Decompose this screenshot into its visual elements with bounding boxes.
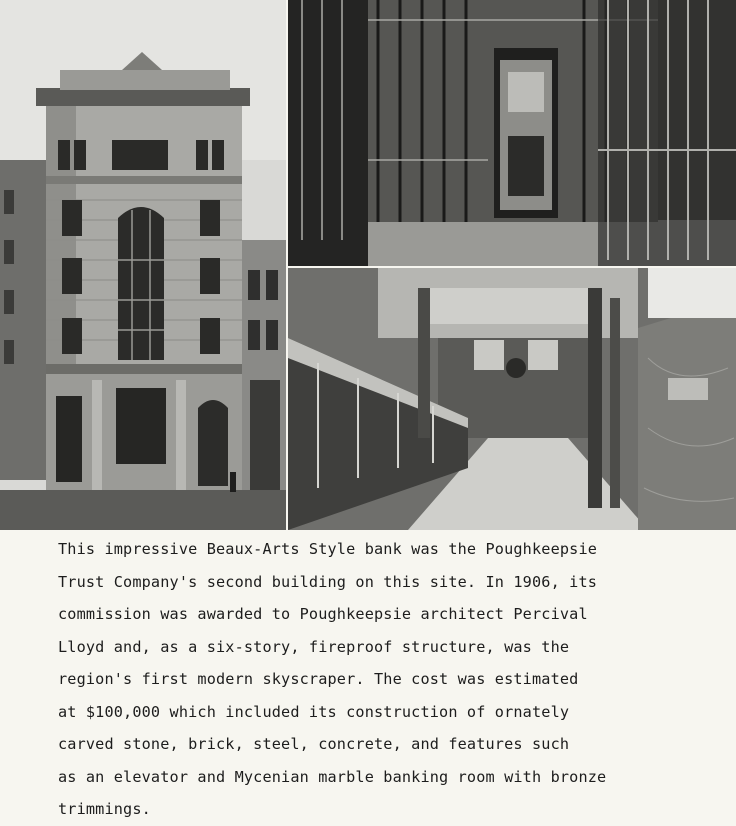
caption-line: trimmings. [58,800,151,818]
caption-line: Lloyd and, as a six-story, fireproof structure, was the [58,637,570,656]
banking-room-photo [288,268,736,530]
caption-text [58,533,726,826]
caption-line: commission was awarded to Poughkeepsie architect Percival [58,605,588,623]
caption-line: at $100,000 which included its construction of ornately [58,702,570,721]
caption-line: carved stone, brick, steel, concrete, and features such [58,735,570,753]
caption-line: as an elevator and Mycenian marble banking room with bronze [58,767,607,786]
caption-line: This impressive Beaux-Arts Style bank was the Poughkeepsie [58,540,598,558]
caption-line: region's first modern skyscraper. The cost was estimated [58,670,579,688]
caption-line: Trust Company's second building on this site. In 1906, its [58,572,598,591]
building-exterior-photo [0,0,286,530]
vault-door-photo [288,0,736,266]
